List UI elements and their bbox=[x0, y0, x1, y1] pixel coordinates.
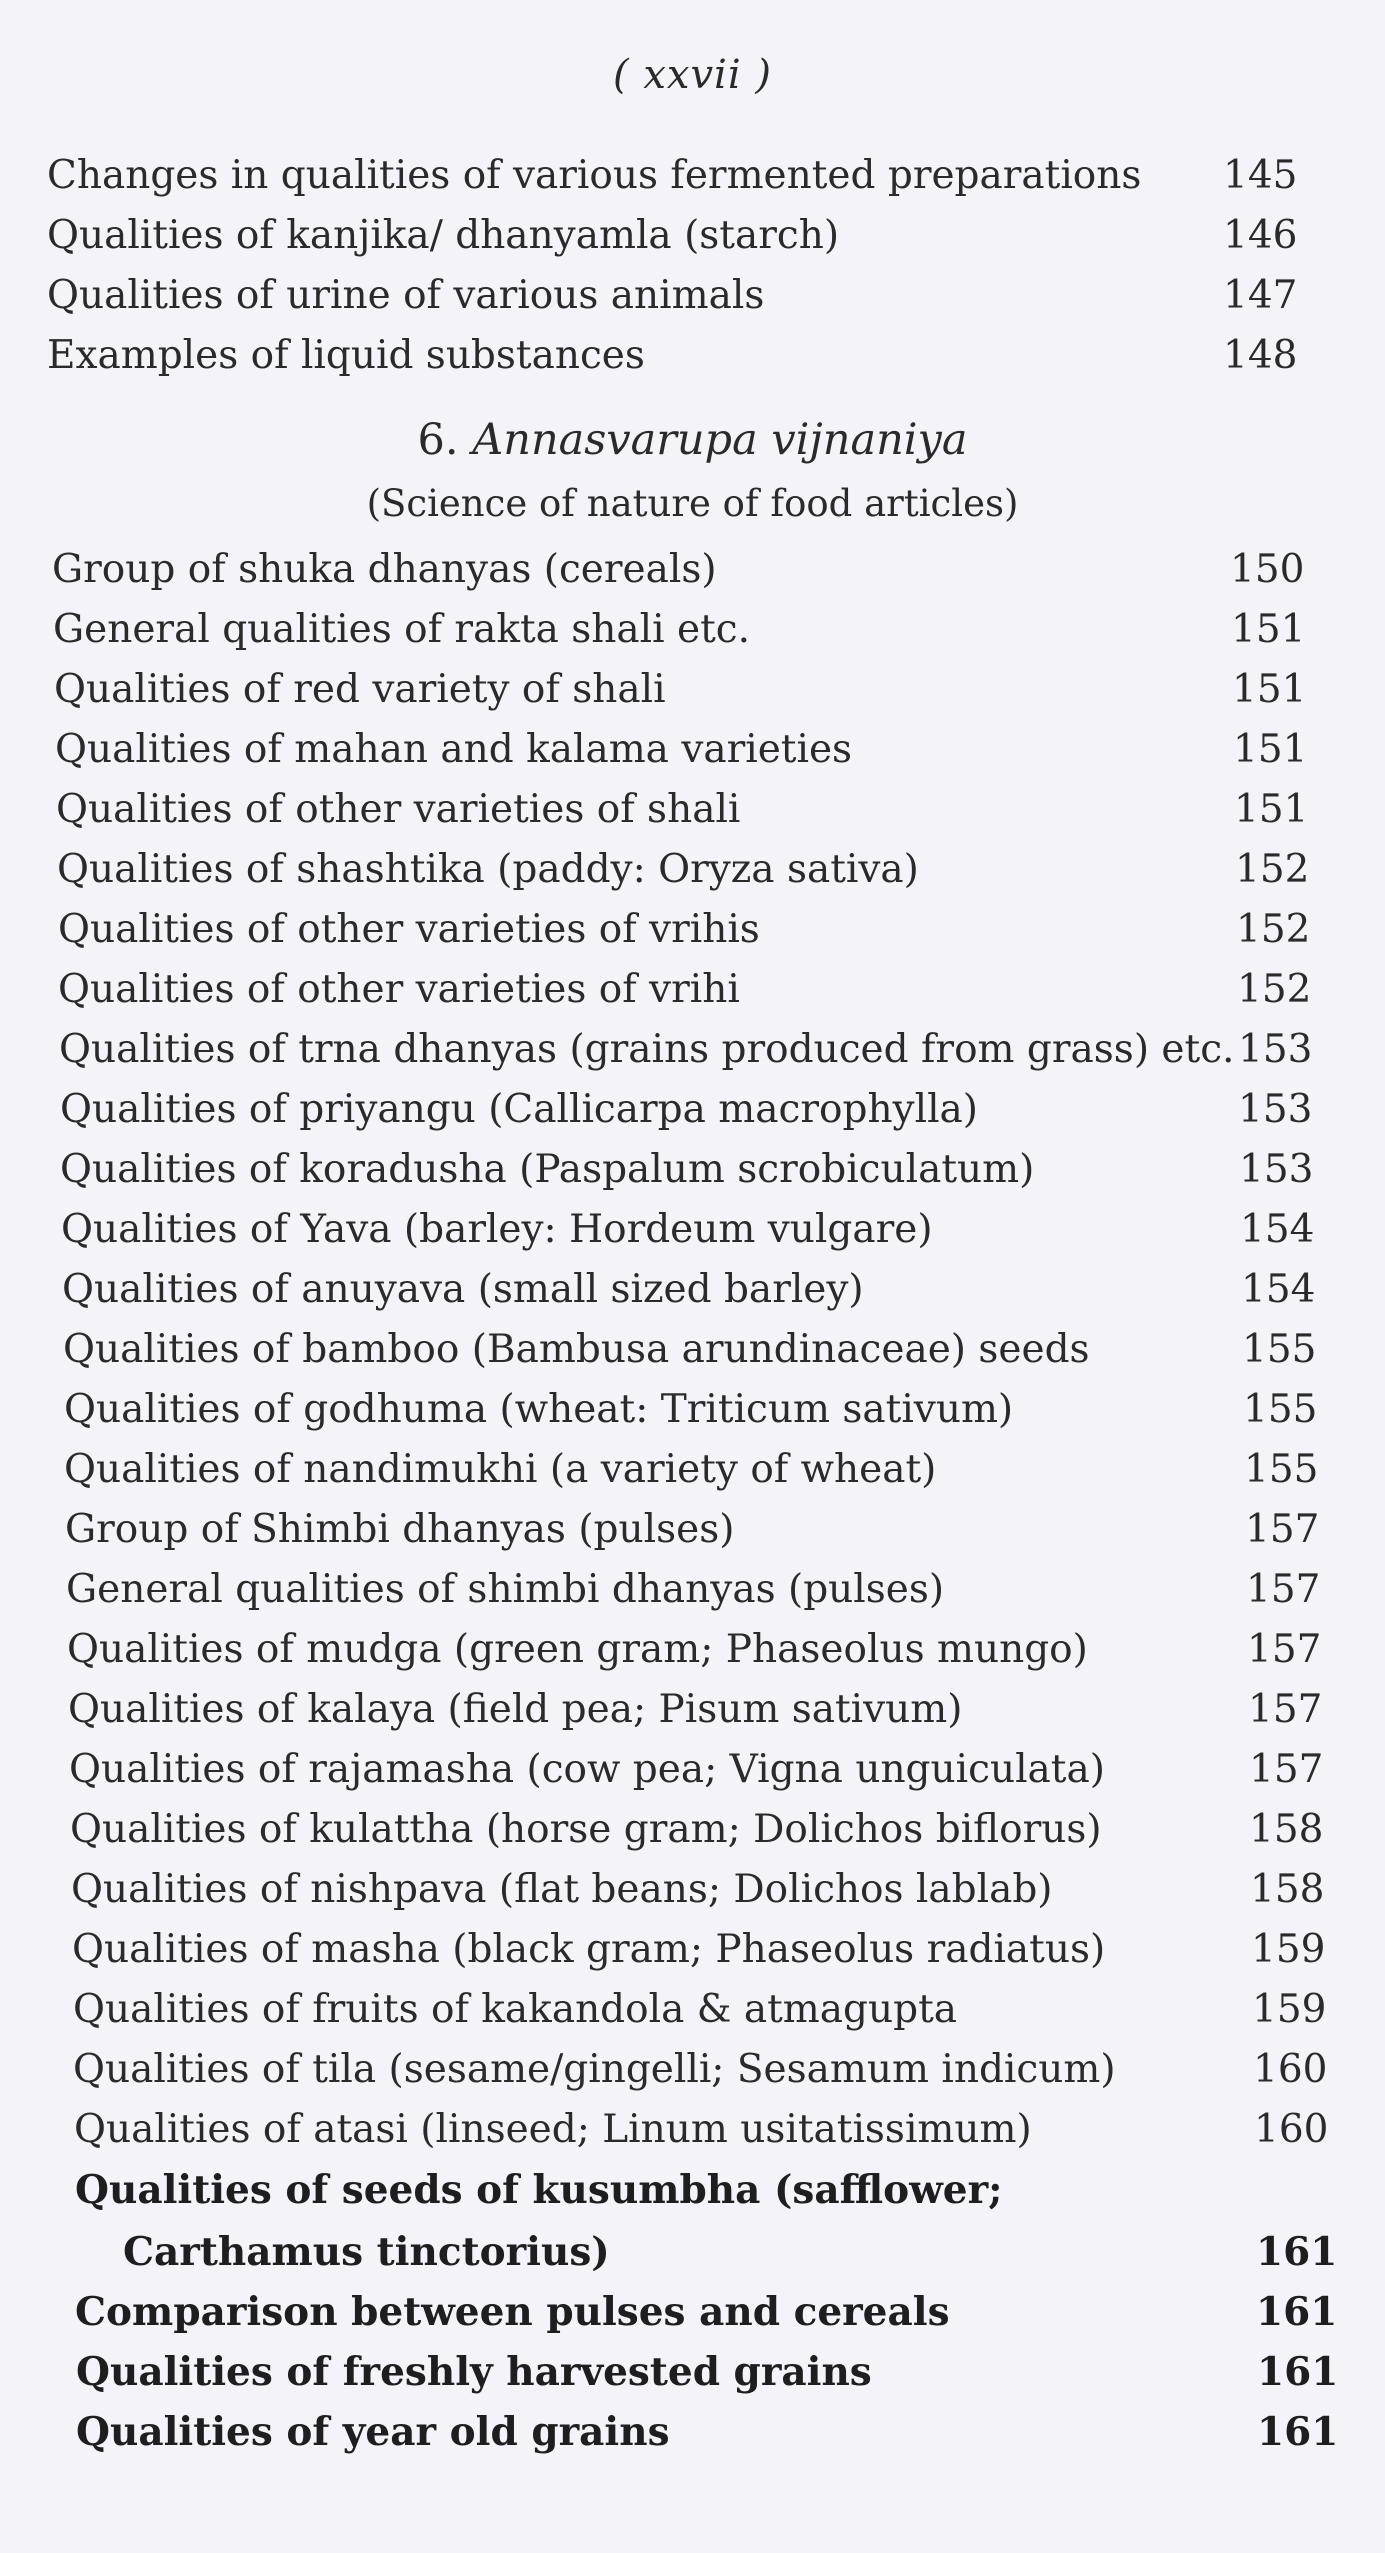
section-heading bbox=[0, 410, 1385, 470]
section-subtitle: (Science of nature of food articles) bbox=[366, 482, 1019, 525]
toc-entry bbox=[0, 2222, 1385, 2282]
entry-title: Qualities of other varieties of vrihis bbox=[58, 907, 760, 952]
entry-page: 146 bbox=[1223, 213, 1298, 258]
entry-title: Qualities of kalaya (field pea; Pisum sativum) bbox=[68, 1687, 963, 1732]
toc-entry bbox=[0, 1560, 1385, 1620]
toc-entry bbox=[0, 1380, 1385, 1440]
toc-entry bbox=[0, 1980, 1385, 2040]
entry-page: 148 bbox=[1223, 333, 1298, 378]
entry-title: Qualities of year old grains bbox=[76, 2409, 670, 2455]
entry-title: Qualities of kulattha (horse gram; Dolichos biflorus) bbox=[70, 1807, 1102, 1852]
entry-title: Qualities of urine of various animals bbox=[47, 273, 765, 318]
entry-page: 151 bbox=[1234, 787, 1309, 832]
entry-title: Qualities of shashtika (paddy: Oryza sativa) bbox=[57, 847, 919, 892]
toc-entry bbox=[0, 1260, 1385, 1320]
entry-title: Qualities of atasi (linseed; Linum usitatissimum) bbox=[74, 2107, 1032, 2152]
entry-title: Qualities of red variety of shali bbox=[54, 667, 666, 712]
toc-entry bbox=[0, 960, 1385, 1020]
entry-page: 159 bbox=[1252, 1987, 1327, 2032]
entry-title: General qualities of rakta shali etc. bbox=[53, 607, 750, 652]
entry-page: 157 bbox=[1249, 1747, 1324, 1792]
toc-entry bbox=[0, 600, 1385, 660]
entry-title: Qualities of kanjika/ dhanyamla (starch) bbox=[47, 213, 840, 258]
entry-page: 155 bbox=[1243, 1387, 1318, 1432]
entry-page: 145 bbox=[1223, 153, 1298, 198]
entry-title: Qualities of godhuma (wheat: Triticum sativum) bbox=[64, 1387, 1014, 1432]
toc-entry bbox=[0, 326, 1385, 386]
toc-entry bbox=[0, 1320, 1385, 1380]
entry-title: General qualities of shimbi dhanyas (pulses) bbox=[66, 1567, 945, 1612]
entry-title: Qualities of freshly harvested grains bbox=[76, 2349, 872, 2395]
toc-entry bbox=[0, 1620, 1385, 1680]
toc-entry bbox=[0, 146, 1385, 206]
entry-page: 161 bbox=[1256, 2289, 1338, 2335]
toc-entry bbox=[0, 900, 1385, 960]
entry-page: 161 bbox=[1257, 2349, 1339, 2395]
entry-page: 147 bbox=[1223, 273, 1298, 318]
entry-page: 158 bbox=[1249, 1807, 1324, 1852]
entry-page: 151 bbox=[1233, 727, 1308, 772]
toc-entry bbox=[0, 1740, 1385, 1800]
toc-entry bbox=[0, 1020, 1385, 1080]
entry-title: Qualities of masha (black gram; Phaseolus radiatus) bbox=[72, 1927, 1106, 1972]
page-number: ( xxvii ) bbox=[613, 52, 772, 98]
toc-entry bbox=[0, 1080, 1385, 1140]
toc-entry bbox=[0, 2402, 1385, 2462]
entry-title: Examples of liquid substances bbox=[47, 333, 645, 378]
entry-title: Qualities of nandimukhi (a variety of wheat) bbox=[64, 1447, 937, 1492]
toc-entry bbox=[0, 2040, 1385, 2100]
entry-title: Qualities of rajamasha (cow pea; Vigna unguiculata) bbox=[69, 1747, 1105, 1792]
toc-entry bbox=[0, 660, 1385, 720]
entry-title: Qualities of trna dhanyas (grains produced from grass) etc. bbox=[59, 1027, 1235, 1072]
entry-page: 160 bbox=[1253, 2047, 1328, 2092]
entry-page: 154 bbox=[1241, 1267, 1316, 1312]
entry-page: 158 bbox=[1250, 1867, 1325, 1912]
entry-title: Qualities of Yava (barley: Hordeum vulgare) bbox=[61, 1207, 933, 1252]
entry-page: 153 bbox=[1238, 1027, 1313, 1072]
toc-entry bbox=[0, 780, 1385, 840]
entry-page: 153 bbox=[1238, 1087, 1313, 1132]
entry-title: Qualities of mahan and kalama varieties bbox=[55, 727, 853, 772]
entry-page: 157 bbox=[1247, 1627, 1322, 1672]
toc-entry bbox=[0, 840, 1385, 900]
toc-entry bbox=[0, 2100, 1385, 2160]
entry-title: Comparison between pulses and cereals bbox=[75, 2289, 950, 2335]
entry-page: 153 bbox=[1239, 1147, 1314, 1192]
entry-page: 155 bbox=[1242, 1327, 1317, 1372]
entry-title: Qualities of tila (sesame/gingelli; Sesamum indicum) bbox=[73, 2047, 1116, 2092]
section-number: 6. bbox=[417, 415, 459, 465]
entry-page: 161 bbox=[1256, 2229, 1338, 2275]
section-title: Annasvarupa vijnaniya bbox=[472, 415, 968, 465]
entry-page: 157 bbox=[1246, 1567, 1321, 1612]
entry-title: Qualities of other varieties of shali bbox=[56, 787, 741, 832]
entry-title: Qualities of priyangu (Callicarpa macrophylla) bbox=[60, 1087, 979, 1132]
entry-page: 154 bbox=[1240, 1207, 1315, 1252]
entry-title: Qualities of bamboo (Bambusa arundinaceae) seeds bbox=[63, 1327, 1090, 1372]
toc-entry bbox=[0, 206, 1385, 266]
toc-entry bbox=[0, 1680, 1385, 1740]
entry-page: 157 bbox=[1245, 1507, 1320, 1552]
entry-title: Qualities of koradusha (Paspalum scrobiculatum) bbox=[60, 1147, 1035, 1192]
toc-entry bbox=[0, 1140, 1385, 1200]
toc-entry bbox=[0, 1920, 1385, 1980]
entry-title: Carthamus tinctorius) bbox=[123, 2229, 610, 2275]
entry-title: Qualities of other varieties of vrihi bbox=[58, 967, 740, 1012]
toc-entry bbox=[0, 1440, 1385, 1500]
toc-entry bbox=[0, 720, 1385, 780]
entry-page: 152 bbox=[1237, 967, 1312, 1012]
entry-page: 161 bbox=[1257, 2409, 1339, 2455]
toc-entry bbox=[0, 2160, 1385, 2220]
toc-entry bbox=[0, 540, 1385, 600]
entry-title: Qualities of anuyava (small sized barley) bbox=[62, 1267, 864, 1312]
toc-entry bbox=[0, 1200, 1385, 1260]
entry-page: 152 bbox=[1236, 907, 1311, 952]
entry-page: 159 bbox=[1251, 1927, 1326, 1972]
toc-entry bbox=[0, 1860, 1385, 1920]
toc-entry bbox=[0, 2282, 1385, 2342]
entry-page: 160 bbox=[1254, 2107, 1329, 2152]
entry-title: Group of Shimbi dhanyas (pulses) bbox=[65, 1507, 735, 1552]
entry-page: 155 bbox=[1244, 1447, 1319, 1492]
entry-title: Qualities of nishpava (flat beans; Dolichos lablab) bbox=[71, 1867, 1053, 1912]
toc-entry bbox=[0, 2342, 1385, 2402]
toc-entry bbox=[0, 266, 1385, 326]
entry-page: 151 bbox=[1231, 607, 1306, 652]
entry-title: Group of shuka dhanyas (cereals) bbox=[52, 547, 717, 592]
toc-entry bbox=[0, 1800, 1385, 1860]
toc-entry bbox=[0, 1500, 1385, 1560]
entry-page: 151 bbox=[1232, 667, 1307, 712]
entry-page: 150 bbox=[1230, 547, 1305, 592]
entry-page: 152 bbox=[1235, 847, 1310, 892]
entry-page: 157 bbox=[1248, 1687, 1323, 1732]
entry-title: Qualities of mudga (green gram; Phaseolus mungo) bbox=[67, 1627, 1088, 1672]
entry-title: Changes in qualities of various fermented preparations bbox=[47, 153, 1142, 198]
entry-title: Qualities of fruits of kakandola & atmagupta bbox=[73, 1987, 957, 2032]
entry-title: Qualities of seeds of kusumbha (safflower; bbox=[75, 2167, 1003, 2213]
